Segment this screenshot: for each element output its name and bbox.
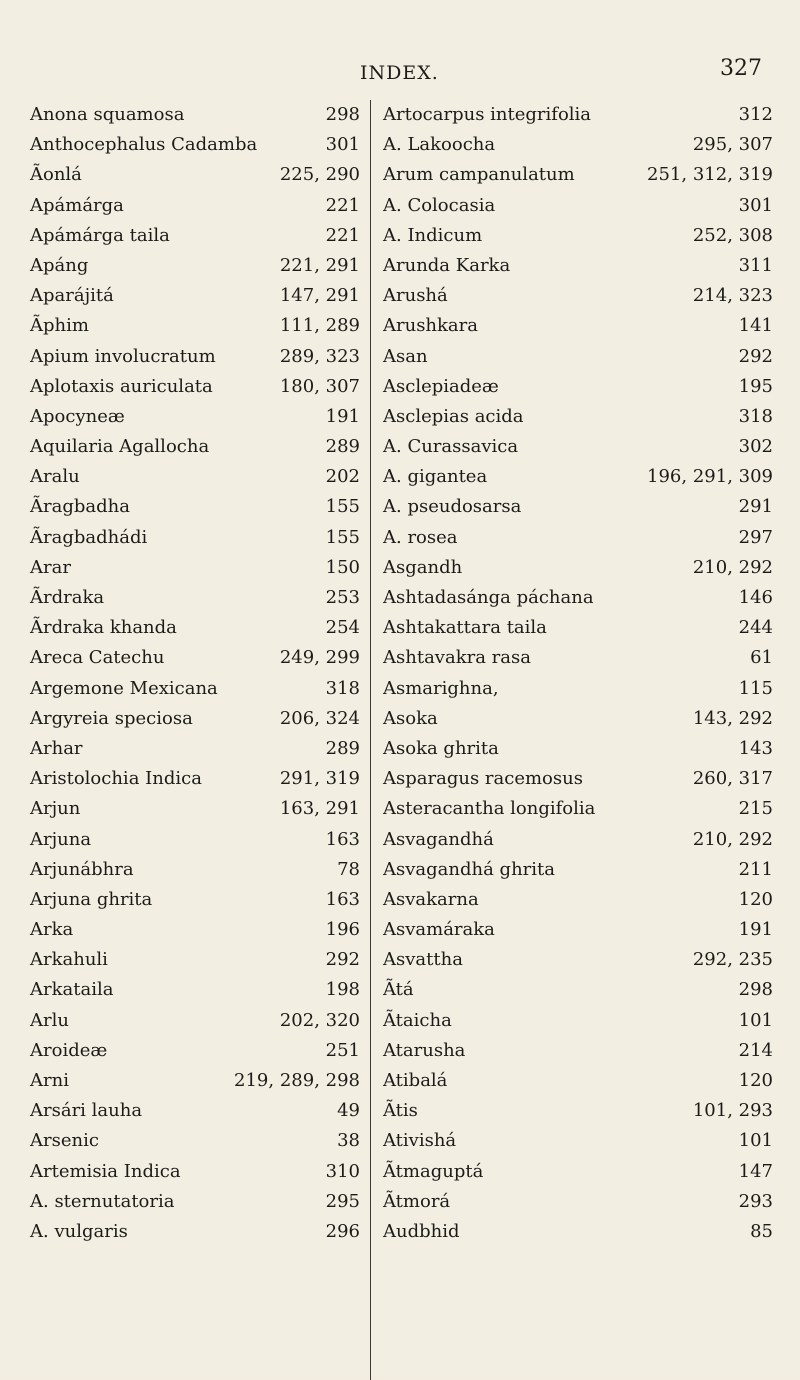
index-entry xyxy=(30,704,360,734)
index-entry xyxy=(373,825,773,855)
index-term: Ãtmaguptá xyxy=(383,1160,484,1182)
index-page-refs: 292, 235 xyxy=(692,949,773,971)
index-page-refs: 214, 323 xyxy=(692,285,773,307)
index-entry xyxy=(373,432,773,462)
index-page-refs: 291, 319 xyxy=(279,768,360,790)
index-page-refs: 221, 291 xyxy=(279,254,360,276)
index-page-refs: 101 xyxy=(738,1009,773,1031)
index-entry xyxy=(373,251,773,281)
index-page-refs: 302 xyxy=(738,436,773,458)
index-term: Aquilaria Agallocha xyxy=(30,436,210,458)
index-entry xyxy=(373,794,773,824)
index-entry xyxy=(373,1187,773,1217)
index-page-refs: 120 xyxy=(738,888,773,910)
index-term: Arkahuli xyxy=(30,949,108,971)
index-page-refs: 296 xyxy=(325,1220,360,1242)
index-entry xyxy=(30,855,360,885)
index-entry xyxy=(373,523,773,553)
index-term: Asvagandhá xyxy=(383,828,494,850)
index-entry xyxy=(30,674,360,704)
index-term: Ãtaicha xyxy=(383,1009,452,1031)
index-entry xyxy=(30,160,360,190)
index-page-refs: 251, 312, 319 xyxy=(647,164,773,186)
index-term: Asmarighna, xyxy=(383,677,499,699)
index-entry xyxy=(373,613,773,643)
index-entry xyxy=(30,1096,360,1126)
index-entry xyxy=(30,825,360,855)
index-page-refs: 85 xyxy=(750,1220,773,1242)
index-page-refs: 297 xyxy=(738,526,773,548)
index-page-refs: 310 xyxy=(325,1160,360,1182)
index-term: Arkataila xyxy=(30,979,114,1001)
index-page-refs: 252, 308 xyxy=(692,224,773,246)
index-term: A. gigantea xyxy=(383,466,488,488)
index-entry xyxy=(30,432,360,462)
index-term: Ãtá xyxy=(383,979,414,1001)
index-page-refs: 260, 317 xyxy=(692,768,773,790)
index-term: Arni xyxy=(30,1070,69,1091)
index-term: Areca Catechu xyxy=(30,647,165,669)
index-entry xyxy=(30,764,360,794)
index-page-refs: 49 xyxy=(337,1100,360,1122)
index-term: Aplotaxis auriculata xyxy=(30,375,213,397)
index-term: A. vulgaris xyxy=(30,1220,128,1242)
index-term: Asteracantha longifolia xyxy=(383,798,596,820)
index-entry xyxy=(30,583,360,613)
index-term: Arsári lauha xyxy=(30,1100,143,1122)
index-entry xyxy=(30,251,360,281)
index-entry xyxy=(30,643,360,673)
index-page-refs: 289 xyxy=(325,436,360,458)
index-term: Arar xyxy=(30,556,71,578)
index-entry xyxy=(373,975,773,1005)
index-page-refs: 143, 292 xyxy=(692,707,773,729)
index-entry xyxy=(373,1096,773,1126)
index-page-refs: 214 xyxy=(738,1039,773,1061)
index-entry xyxy=(373,281,773,311)
index-term: Ãrdraka xyxy=(30,587,105,608)
index-entry xyxy=(373,734,773,764)
index-entry xyxy=(373,402,773,432)
index-term: Asclepias acida xyxy=(383,405,524,427)
index-entry xyxy=(373,1126,773,1156)
index-entry xyxy=(30,734,360,764)
index-page-refs: 292 xyxy=(325,949,360,971)
index-page-refs: 38 xyxy=(337,1130,360,1152)
page-number: 327 xyxy=(720,56,762,81)
index-term: Apium involucratum xyxy=(30,345,216,367)
index-page-refs: 312 xyxy=(738,104,773,125)
index-term: Artemisia Indica xyxy=(30,1160,181,1182)
index-term: Arsenic xyxy=(30,1130,99,1152)
index-page-refs: 206, 324 xyxy=(279,707,360,729)
index-entry xyxy=(373,100,773,130)
index-term: Asparagus racemosus xyxy=(383,768,583,790)
index-page-refs: 111, 289 xyxy=(279,315,360,337)
index-entry xyxy=(30,1126,360,1156)
index-entry xyxy=(30,523,360,553)
index-entry xyxy=(373,674,773,704)
index-page-refs: 120 xyxy=(738,1070,773,1091)
index-page-refs: 318 xyxy=(738,405,773,427)
index-page-refs: 191 xyxy=(325,405,360,427)
index-page-refs: 253 xyxy=(325,587,360,608)
index-term: A. sternutatoria xyxy=(30,1190,175,1212)
index-term: Arjun xyxy=(30,798,81,820)
index-entry xyxy=(30,1036,360,1066)
index-term: A. Colocasia xyxy=(383,194,496,216)
index-page-refs: 196 xyxy=(325,919,360,941)
index-entry xyxy=(373,342,773,372)
index-term: Anthocephalus Cadamba xyxy=(30,134,258,156)
index-entry xyxy=(30,100,360,130)
index-term: Apámárga xyxy=(30,194,124,216)
index-entry xyxy=(30,794,360,824)
index-term: Aroideæ xyxy=(30,1039,108,1061)
index-page-refs: 191 xyxy=(738,919,773,941)
index-entry xyxy=(373,764,773,794)
index-entry xyxy=(373,462,773,492)
index-term: Arka xyxy=(30,919,74,941)
index-page-refs: 301 xyxy=(325,134,360,156)
index-term: Asvattha xyxy=(383,949,463,971)
index-term: Argyreia speciosa xyxy=(30,707,193,729)
index-page-refs: 163 xyxy=(325,828,360,850)
index-term: Arushkara xyxy=(383,315,479,337)
index-term: Atibalá xyxy=(383,1070,448,1091)
index-term: A. Indicum xyxy=(383,224,483,246)
index-page-refs: 101, 293 xyxy=(692,1100,773,1122)
index-term: Asoka ghrita xyxy=(383,737,499,759)
index-entry xyxy=(30,402,360,432)
index-entry xyxy=(30,342,360,372)
index-page-refs: 143 xyxy=(738,737,773,759)
index-term: Arlu xyxy=(30,1009,69,1031)
index-term: Arjuna xyxy=(30,828,92,850)
index-term: Arjunábhra xyxy=(30,858,134,880)
index-page-refs: 244 xyxy=(738,617,773,639)
index-page-refs: 298 xyxy=(325,104,360,125)
index-page-refs: 211 xyxy=(738,858,773,880)
index-page-refs: 219, 289, 298 xyxy=(234,1070,360,1091)
index-page-refs: 147 xyxy=(738,1160,773,1182)
index-page-refs: 146 xyxy=(738,587,773,608)
index-entry xyxy=(30,311,360,341)
index-term: Asclepiadeæ xyxy=(383,375,499,397)
index-term: Atarusha xyxy=(383,1039,466,1061)
index-entry xyxy=(373,130,773,160)
index-page-refs: 291 xyxy=(738,496,773,518)
index-entry xyxy=(373,191,773,221)
index-page-refs: 221 xyxy=(325,224,360,246)
index-page-refs: 147, 291 xyxy=(279,285,360,307)
index-entry xyxy=(373,1006,773,1036)
index-entry xyxy=(373,704,773,734)
index-term: Ãragbadha xyxy=(30,496,130,518)
index-entry xyxy=(30,492,360,522)
index-page-refs: 295 xyxy=(325,1190,360,1212)
index-entry xyxy=(373,1066,773,1096)
index-entry xyxy=(30,1217,360,1247)
index-term: Asvamáraka xyxy=(383,919,495,941)
index-page-refs: 318 xyxy=(325,677,360,699)
index-entry xyxy=(30,915,360,945)
index-entry xyxy=(30,1157,360,1187)
index-term: Ativishá xyxy=(383,1130,457,1152)
index-term: Arum campanulatum xyxy=(383,164,575,186)
index-entry xyxy=(373,221,773,251)
index-entry xyxy=(373,583,773,613)
index-page-refs: 195 xyxy=(738,375,773,397)
index-term: Arunda Karka xyxy=(383,254,511,276)
index-term: Argemone Mexicana xyxy=(30,677,218,699)
index-page-refs: 292 xyxy=(738,345,773,367)
index-term: Apámárga taila xyxy=(30,224,170,246)
index-entry xyxy=(373,311,773,341)
index-page-refs: 101 xyxy=(738,1130,773,1152)
index-term: Aralu xyxy=(30,466,80,488)
index-page-refs: 163 xyxy=(325,888,360,910)
index-term: A. rosea xyxy=(383,526,458,548)
index-entry xyxy=(30,613,360,643)
index-page-refs: 249, 299 xyxy=(279,647,360,669)
index-entry xyxy=(30,221,360,251)
index-entry xyxy=(30,553,360,583)
index-page-refs: 78 xyxy=(337,858,360,880)
index-page-refs: 61 xyxy=(750,647,773,669)
index-page-refs: 221 xyxy=(325,194,360,216)
index-term: Ãtmorá xyxy=(383,1190,451,1212)
index-term: Ashtavakra rasa xyxy=(383,647,531,669)
index-page-refs: 295, 307 xyxy=(692,134,773,156)
index-entry xyxy=(373,945,773,975)
index-page-refs: 180, 307 xyxy=(279,375,360,397)
index-entry xyxy=(30,1006,360,1036)
index-term: A. Lakoocha xyxy=(383,134,496,156)
index-column-right xyxy=(370,100,773,1380)
index-entry xyxy=(373,553,773,583)
index-term: Aristolochia Indica xyxy=(30,768,202,790)
page-header-title: INDEX. xyxy=(360,62,439,84)
index-entry xyxy=(30,945,360,975)
index-column-left xyxy=(30,100,360,1247)
index-term: Ãrdraka khanda xyxy=(30,617,177,639)
index-entry xyxy=(30,975,360,1005)
index-term: Anona squamosa xyxy=(30,104,185,125)
index-term: Aparájitá xyxy=(30,285,114,307)
index-term: Asvakarna xyxy=(383,888,479,910)
index-term: A. pseudosarsa xyxy=(383,496,522,518)
index-page-refs: 289 xyxy=(325,737,360,759)
index-entry xyxy=(373,492,773,522)
index-entry xyxy=(30,462,360,492)
index-page-refs: 141 xyxy=(738,315,773,337)
index-term: Apáng xyxy=(30,254,89,276)
index-page-refs: 115 xyxy=(738,677,773,699)
index-entry xyxy=(373,1157,773,1187)
index-page-refs: 311 xyxy=(738,254,773,276)
index-entry xyxy=(30,1187,360,1217)
index-entry xyxy=(373,1217,773,1247)
index-page-refs: 210, 292 xyxy=(692,556,773,578)
index-term: Asgandh xyxy=(383,556,463,578)
index-page-refs: 210, 292 xyxy=(692,828,773,850)
index-entry xyxy=(373,643,773,673)
index-term: A. Curassavica xyxy=(383,436,519,458)
index-page-refs: 251 xyxy=(325,1039,360,1061)
index-term: Arjuna ghrita xyxy=(30,888,153,910)
index-term: Artocarpus integrifolia xyxy=(383,104,592,125)
index-entry xyxy=(30,281,360,311)
index-entry xyxy=(373,855,773,885)
index-page-refs: 301 xyxy=(738,194,773,216)
index-term: Arushá xyxy=(383,285,448,307)
index-page-refs: 198 xyxy=(325,979,360,1001)
index-page-refs: 225, 290 xyxy=(279,164,360,186)
index-entry xyxy=(373,915,773,945)
index-entry xyxy=(30,1066,360,1096)
index-entry xyxy=(373,885,773,915)
index-page-refs: 202, 320 xyxy=(279,1009,360,1031)
index-term: Audbhid xyxy=(383,1220,460,1242)
index-page-refs: 155 xyxy=(325,526,360,548)
index-page-refs: 202 xyxy=(325,466,360,488)
index-page-refs: 163, 291 xyxy=(279,798,360,820)
index-page-refs: 150 xyxy=(325,556,360,578)
index-page-refs: 293 xyxy=(738,1190,773,1212)
index-page-refs: 254 xyxy=(325,617,360,639)
index-entry xyxy=(373,372,773,402)
index-term: Asoka xyxy=(383,707,438,729)
index-term: Asan xyxy=(383,345,428,367)
index-entry xyxy=(30,130,360,160)
index-page-refs: 289, 323 xyxy=(279,345,360,367)
index-term: Asvagandhá ghrita xyxy=(383,858,555,880)
index-term: Ashtadasánga páchana xyxy=(383,587,594,608)
index-term: Arhar xyxy=(30,737,83,759)
index-entry xyxy=(373,1036,773,1066)
index-term: Ãragbadhádi xyxy=(30,526,148,548)
index-page-refs: 196, 291, 309 xyxy=(647,466,773,488)
index-entry xyxy=(30,191,360,221)
index-term: Ashtakattara taila xyxy=(383,617,547,639)
index-term: Apocyneæ xyxy=(30,405,125,427)
index-entry xyxy=(30,885,360,915)
index-term: Ãonlá xyxy=(30,164,82,186)
index-term: Ãtis xyxy=(383,1100,418,1122)
index-page-refs: 155 xyxy=(325,496,360,518)
index-entry xyxy=(373,160,773,190)
index-entry xyxy=(30,372,360,402)
index-term: Ãphim xyxy=(30,315,89,337)
index-page-refs: 215 xyxy=(738,798,773,820)
index-page-refs: 298 xyxy=(738,979,773,1001)
